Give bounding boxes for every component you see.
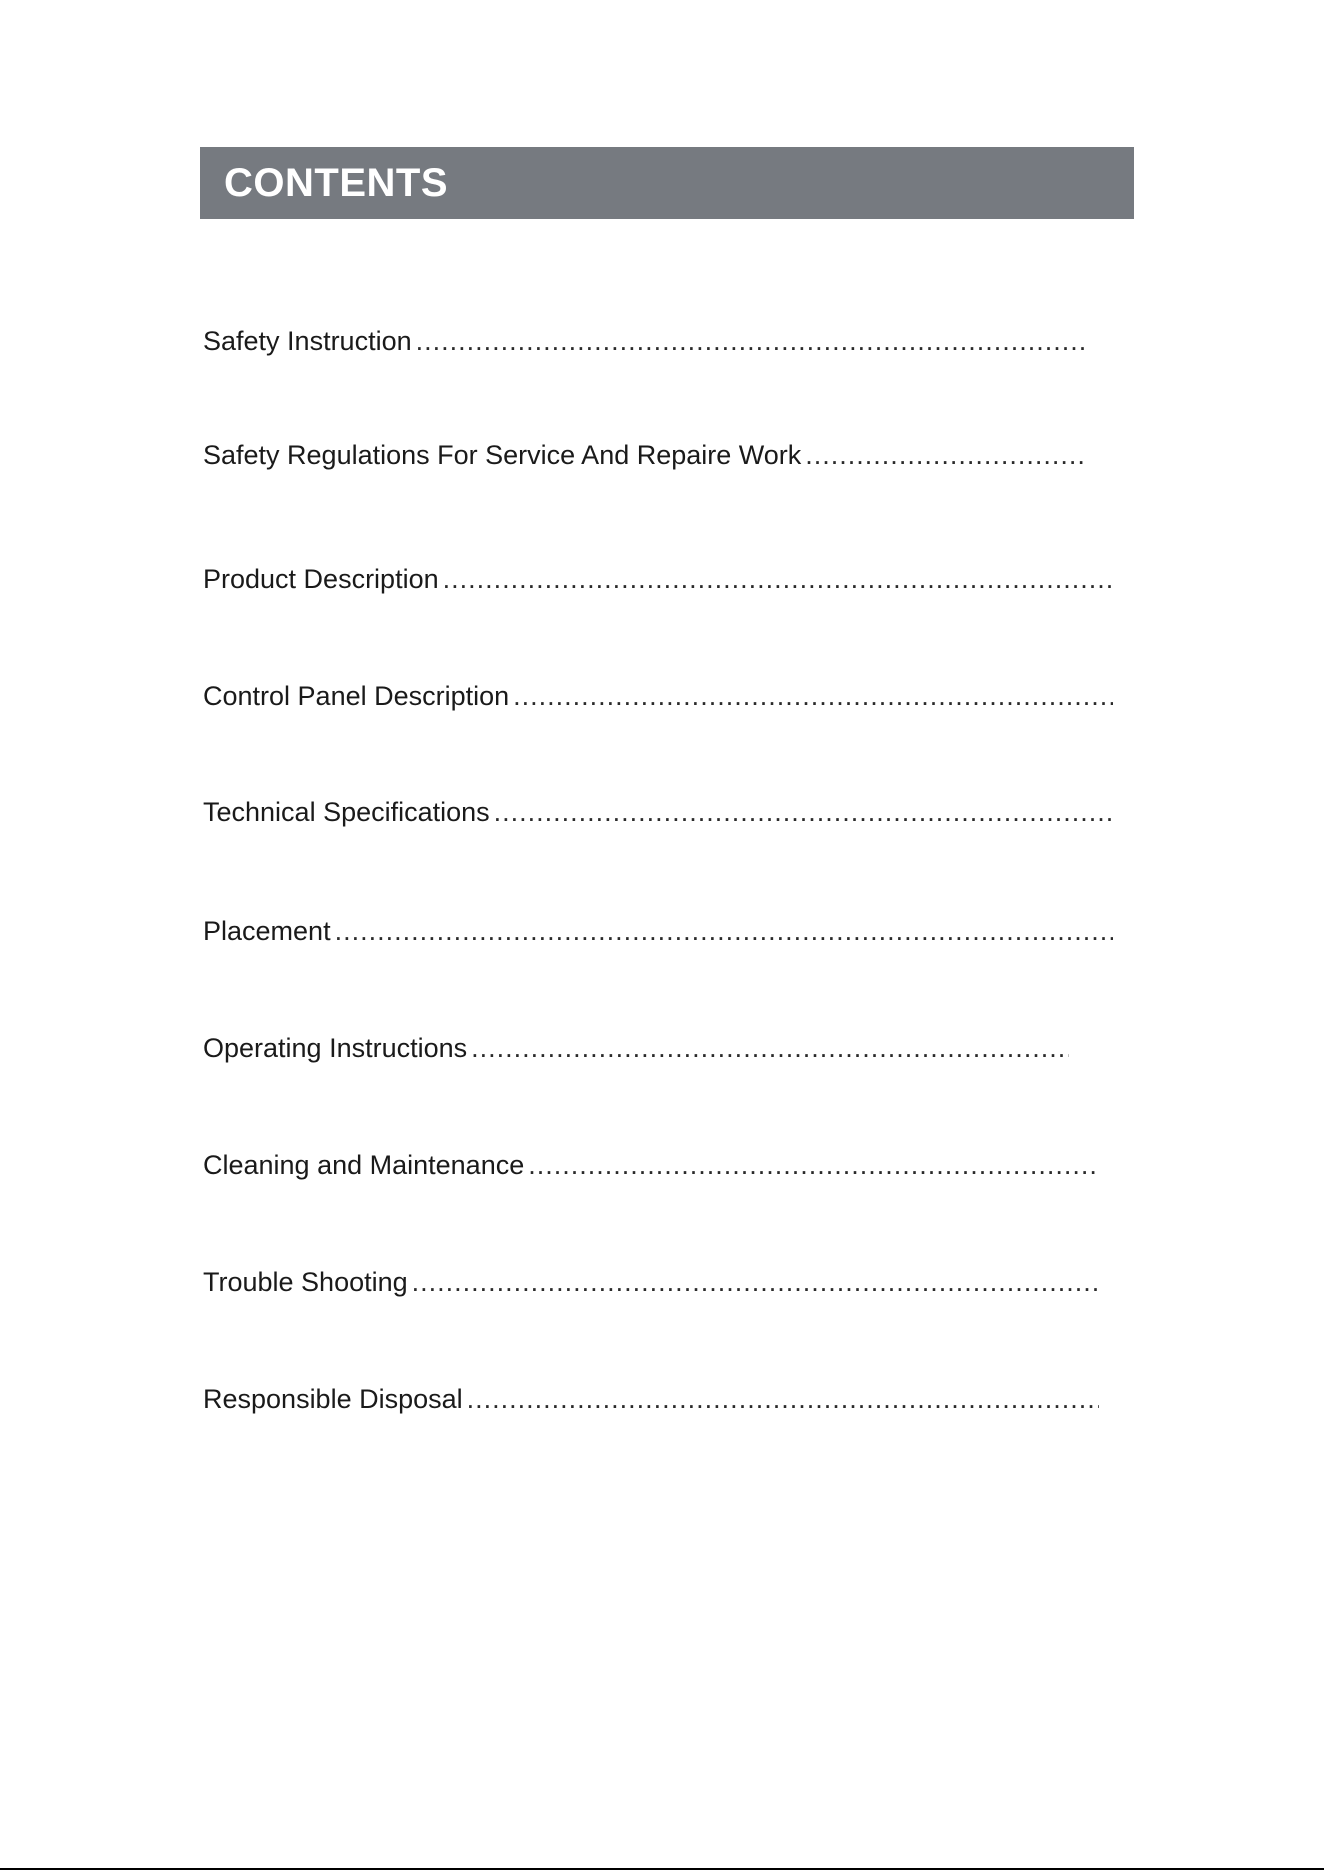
toc-entry-label: Responsible Disposal	[203, 1384, 463, 1414]
dot-leader	[467, 1382, 1099, 1416]
toc-entry-responsible-disposal	[203, 1382, 1099, 1418]
page-bottom-rule	[0, 1868, 1324, 1870]
dot-leader	[805, 438, 1088, 472]
toc-entry-trouble-shooting	[203, 1265, 1099, 1301]
toc-entry-safety-instruction	[203, 324, 1088, 360]
dot-leader	[494, 795, 1113, 829]
toc-entry-label: Product Description	[203, 564, 439, 594]
toc-entry-label: Safety Instruction	[203, 326, 412, 356]
toc-entry-label: Control Panel Description	[203, 681, 510, 711]
page-title: CONTENTS	[224, 161, 448, 205]
dot-leader	[412, 1265, 1099, 1299]
toc-entry-label: Placement	[203, 916, 331, 946]
toc-entry-label: Cleaning and Maintenance	[203, 1150, 525, 1180]
toc-entry-placement	[203, 914, 1113, 950]
toc-entry-product-description	[203, 562, 1113, 598]
toc-entry-operating-instructions	[203, 1031, 1069, 1067]
contents-header-bar	[200, 147, 1134, 219]
toc-entry-label: Operating Instructions	[203, 1033, 468, 1063]
toc-entry-label: Safety Regulations For Service And Repaire Work	[203, 440, 802, 470]
dot-leader	[471, 1031, 1069, 1065]
toc-entry-safety-regulations	[203, 438, 1088, 474]
dot-leader	[335, 914, 1113, 948]
toc-entry-technical-specifications	[203, 795, 1113, 831]
dot-leader	[513, 679, 1113, 713]
toc-entry-control-panel-description	[203, 679, 1113, 715]
dot-leader	[528, 1148, 1099, 1182]
toc-entry-label: Technical Specifications	[203, 797, 490, 827]
toc-entry-cleaning-and-maintenance	[203, 1148, 1099, 1184]
dot-leader	[443, 562, 1113, 596]
toc-entry-label: Trouble Shooting	[203, 1267, 408, 1297]
dot-leader	[416, 324, 1088, 358]
